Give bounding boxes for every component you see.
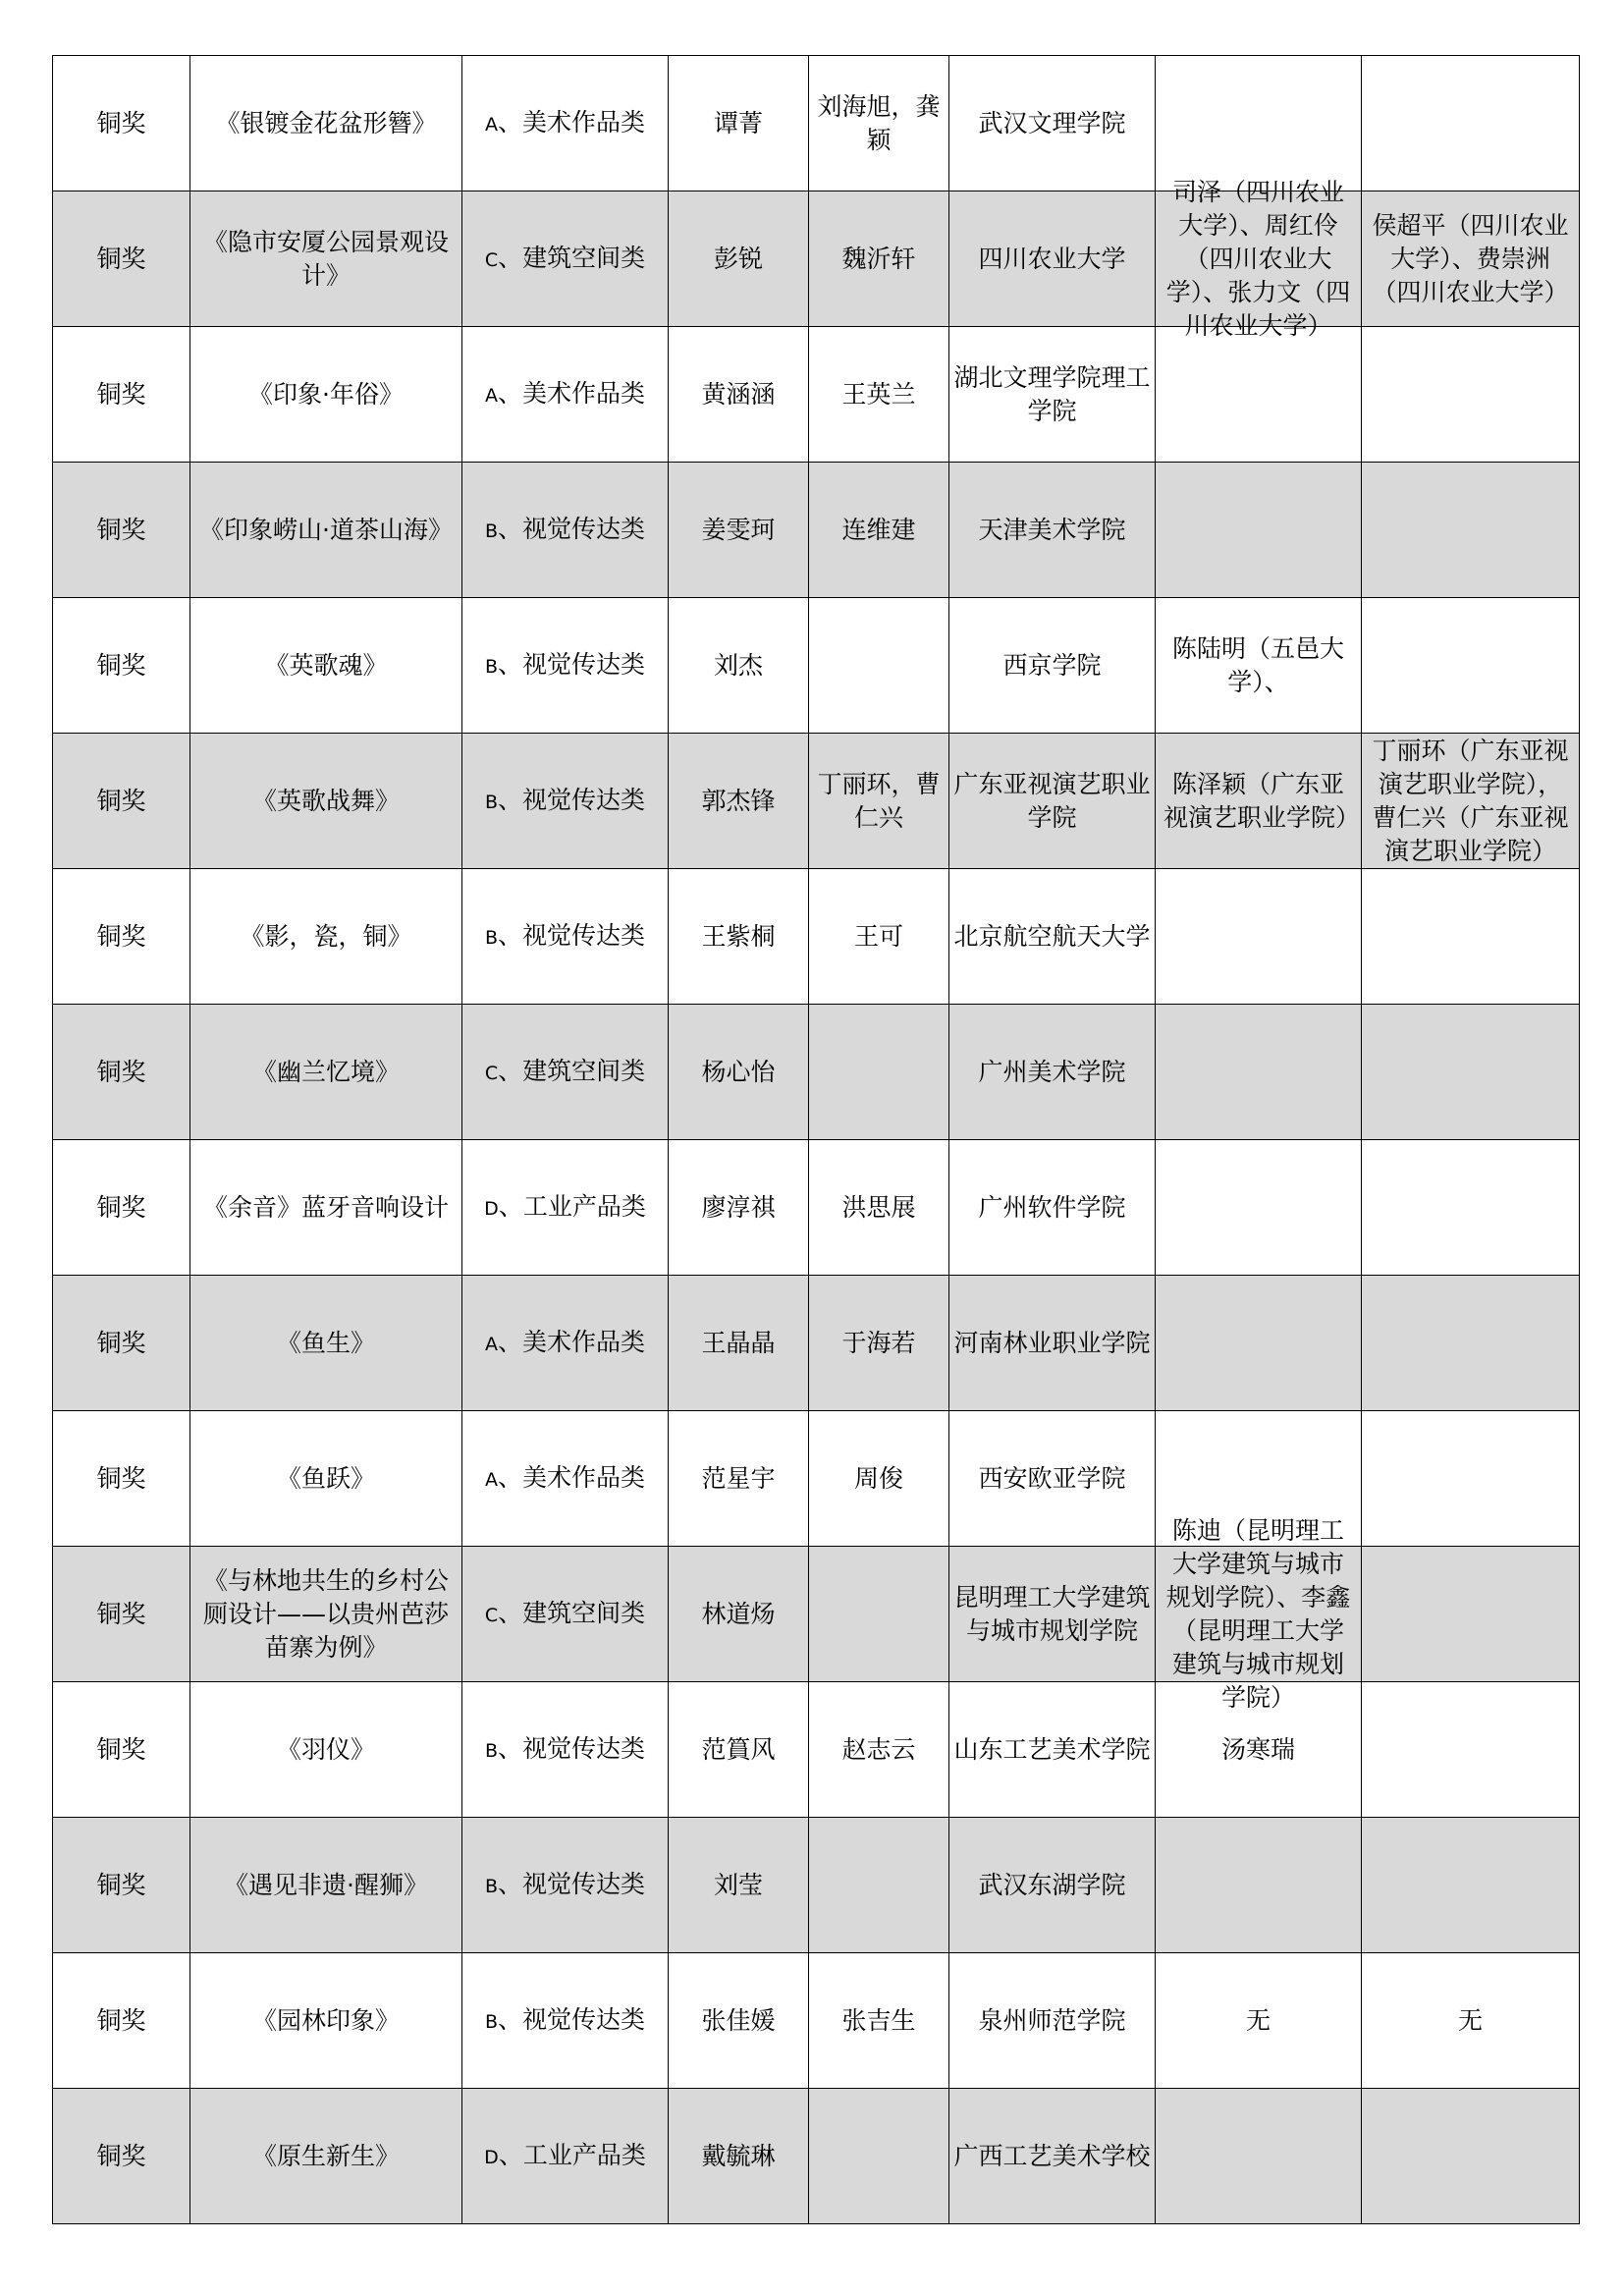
category-letter: D bbox=[484, 1197, 499, 1220]
category-name: 、视觉传达类 bbox=[498, 1869, 646, 1898]
author-cell: 王紫桐 bbox=[669, 869, 809, 1005]
award-cell: 铜奖 bbox=[53, 1140, 190, 1276]
author-cell: 刘莹 bbox=[669, 1818, 809, 1953]
award-cell: 铜奖 bbox=[53, 2089, 190, 2224]
advisor-cell bbox=[809, 2089, 949, 2224]
team-member-cell: 陈迪（昆明理工大学建筑与城市规划学院）、李鑫（昆明理工大学建筑与城市规划学院） bbox=[1156, 1547, 1362, 1682]
team-advisor-cell: 侯超平（四川农业大学）、费崇洲（四川农业大学） bbox=[1362, 191, 1580, 327]
author-cell: 戴毓琳 bbox=[669, 2089, 809, 2224]
category-cell bbox=[462, 598, 669, 734]
school-cell: 天津美术学院 bbox=[949, 463, 1156, 598]
table-row bbox=[53, 327, 1580, 463]
author-cell: 郭杰锋 bbox=[669, 734, 809, 869]
team-member-cell bbox=[1156, 1005, 1362, 1140]
team-member-cell bbox=[1156, 869, 1362, 1005]
team-member-cell bbox=[1156, 463, 1362, 598]
team-advisor-cell bbox=[1362, 1818, 1580, 1953]
advisor-cell: 刘海旭，龚颖 bbox=[809, 56, 949, 191]
author-cell: 范篔风 bbox=[669, 1682, 809, 1818]
school-cell: 河南林业职业学院 bbox=[949, 1276, 1156, 1411]
award-cell: 铜奖 bbox=[53, 191, 190, 327]
category-letter: A bbox=[484, 113, 498, 136]
team-member-cell: 汤寒瑞 bbox=[1156, 1682, 1362, 1818]
award-cell: 铜奖 bbox=[53, 1682, 190, 1818]
school-cell: 广西工艺美术学校 bbox=[949, 2089, 1156, 2224]
advisor-cell: 丁丽环，曹仁兴 bbox=[809, 734, 949, 869]
category-name: 、视觉传达类 bbox=[498, 2004, 646, 2034]
title-cell: 《印象·年俗》 bbox=[190, 327, 462, 463]
category-name: 、建筑空间类 bbox=[498, 1056, 646, 1085]
category-cell bbox=[462, 191, 669, 327]
table-row bbox=[53, 598, 1580, 734]
category-cell bbox=[462, 1005, 669, 1140]
author-cell: 黄涵涵 bbox=[669, 327, 809, 463]
category-cell bbox=[462, 2089, 669, 2224]
advisor-cell: 于海若 bbox=[809, 1276, 949, 1411]
advisor-cell: 连维建 bbox=[809, 463, 949, 598]
category-letter: C bbox=[484, 1062, 499, 1084]
award-cell: 铜奖 bbox=[53, 598, 190, 734]
team-member-cell: 陈陆明（五邑大学）、 bbox=[1156, 598, 1362, 734]
author-cell: 谭菁 bbox=[669, 56, 809, 191]
category-cell bbox=[462, 327, 669, 463]
advisor-cell: 赵志云 bbox=[809, 1682, 949, 1818]
category-letter: A bbox=[484, 384, 498, 407]
category-cell bbox=[462, 734, 669, 869]
team-advisor-cell bbox=[1362, 1411, 1580, 1547]
author-cell: 张佳媛 bbox=[669, 1953, 809, 2089]
author-cell: 林道炀 bbox=[669, 1547, 809, 1682]
team-advisor-cell bbox=[1362, 327, 1580, 463]
award-cell: 铜奖 bbox=[53, 1818, 190, 1953]
table-row bbox=[53, 1140, 1580, 1276]
title-cell: 《园林印象》 bbox=[190, 1953, 462, 2089]
title-cell: 《原生新生》 bbox=[190, 2089, 462, 2224]
author-cell: 杨心怡 bbox=[669, 1005, 809, 1140]
category-letter: D bbox=[484, 2146, 499, 2168]
title-cell: 《羽仪》 bbox=[190, 1682, 462, 1818]
category-letter: B bbox=[484, 926, 499, 949]
school-cell: 西京学院 bbox=[949, 598, 1156, 734]
advisor-cell: 张吉生 bbox=[809, 1953, 949, 2089]
team-advisor-cell bbox=[1362, 2089, 1580, 2224]
table-row bbox=[53, 1005, 1580, 1140]
team-member-cell bbox=[1156, 56, 1362, 191]
table-row bbox=[53, 1953, 1580, 2089]
team-advisor-cell: 丁丽环（广东亚视演艺职业学院），曹仁兴（广东亚视演艺职业学院） bbox=[1362, 734, 1580, 869]
school-cell: 昆明理工大学建筑与城市规划学院 bbox=[949, 1547, 1156, 1682]
category-name: 、视觉传达类 bbox=[498, 785, 646, 814]
team-member-cell: 司泽（四川农业大学）、周红伶（四川农业大学）、张力文（四川农业大学） bbox=[1156, 191, 1362, 327]
title-cell: 《印象崂山·道茶山海》 bbox=[190, 463, 462, 598]
category-name: 、美术作品类 bbox=[497, 107, 645, 137]
category-letter: B bbox=[484, 655, 499, 678]
school-cell: 山东工艺美术学院 bbox=[949, 1682, 1156, 1818]
advisor-cell: 魏沂轩 bbox=[809, 191, 949, 327]
category-letter: B bbox=[484, 791, 499, 813]
title-cell: 《隐市安厦公园景观设计》 bbox=[190, 191, 462, 327]
title-cell: 《英歌战舞》 bbox=[190, 734, 462, 869]
title-cell: 《银镀金花盆形簪》 bbox=[190, 56, 462, 191]
category-name: 、工业产品类 bbox=[498, 1191, 646, 1221]
table-row bbox=[53, 463, 1580, 598]
advisor-cell bbox=[809, 1818, 949, 1953]
category-letter: A bbox=[484, 1333, 498, 1355]
award-cell: 铜奖 bbox=[53, 1005, 190, 1140]
category-cell bbox=[462, 56, 669, 191]
category-cell bbox=[462, 1411, 669, 1547]
category-name: 、视觉传达类 bbox=[498, 920, 646, 950]
award-cell: 铜奖 bbox=[53, 1547, 190, 1682]
team-advisor-cell bbox=[1362, 463, 1580, 598]
school-cell: 湖北文理学院理工学院 bbox=[949, 327, 1156, 463]
team-advisor-cell bbox=[1362, 56, 1580, 191]
team-advisor-cell bbox=[1362, 1276, 1580, 1411]
school-cell: 广州美术学院 bbox=[949, 1005, 1156, 1140]
team-advisor-cell: 无 bbox=[1362, 1953, 1580, 2089]
team-member-cell bbox=[1156, 1818, 1362, 1953]
category-name: 、视觉传达类 bbox=[498, 514, 646, 543]
category-letter: B bbox=[484, 519, 499, 542]
team-member-cell bbox=[1156, 2089, 1362, 2224]
title-cell: 《幽兰忆境》 bbox=[190, 1005, 462, 1140]
title-cell: 《鱼跃》 bbox=[190, 1411, 462, 1547]
award-cell: 铜奖 bbox=[53, 1953, 190, 2089]
award-cell: 铜奖 bbox=[53, 1276, 190, 1411]
category-letter: B bbox=[484, 1739, 499, 1762]
author-cell: 廖淳祺 bbox=[669, 1140, 809, 1276]
author-cell: 彭锐 bbox=[669, 191, 809, 327]
table-row bbox=[53, 734, 1580, 869]
awards-table-body bbox=[53, 56, 1580, 2224]
category-letter: A bbox=[484, 1468, 498, 1491]
category-cell bbox=[462, 463, 669, 598]
team-advisor-cell bbox=[1362, 598, 1580, 734]
category-name: 、美术作品类 bbox=[497, 378, 645, 408]
category-name: 、美术作品类 bbox=[497, 1462, 645, 1492]
team-advisor-cell bbox=[1362, 1547, 1580, 1682]
advisor-cell bbox=[809, 598, 949, 734]
awards-table bbox=[52, 55, 1580, 2224]
category-name: 、工业产品类 bbox=[498, 2140, 646, 2169]
school-cell: 广州软件学院 bbox=[949, 1140, 1156, 1276]
advisor-cell: 周俊 bbox=[809, 1411, 949, 1547]
category-letter: B bbox=[484, 2010, 499, 2033]
category-cell bbox=[462, 1276, 669, 1411]
table-row bbox=[53, 2089, 1580, 2224]
school-cell: 北京航空航天大学 bbox=[949, 869, 1156, 1005]
school-cell: 四川农业大学 bbox=[949, 191, 1156, 327]
category-cell bbox=[462, 1818, 669, 1953]
team-member-cell bbox=[1156, 1140, 1362, 1276]
school-cell: 武汉东湖学院 bbox=[949, 1818, 1156, 1953]
award-cell: 铜奖 bbox=[53, 56, 190, 191]
category-letter: B bbox=[484, 1875, 499, 1897]
author-cell: 王晶晶 bbox=[669, 1276, 809, 1411]
category-cell bbox=[462, 1953, 669, 2089]
school-cell: 广东亚视演艺职业学院 bbox=[949, 734, 1156, 869]
advisor-cell bbox=[809, 1005, 949, 1140]
award-cell: 铜奖 bbox=[53, 327, 190, 463]
advisor-cell bbox=[809, 1547, 949, 1682]
table-row bbox=[53, 869, 1580, 1005]
category-name: 、视觉传达类 bbox=[498, 1733, 646, 1763]
advisor-cell: 王英兰 bbox=[809, 327, 949, 463]
table-row bbox=[53, 1547, 1580, 1682]
category-cell bbox=[462, 869, 669, 1005]
team-advisor-cell bbox=[1362, 869, 1580, 1005]
team-member-cell: 陈泽颖（广东亚视演艺职业学院） bbox=[1156, 734, 1362, 869]
category-name: 、视觉传达类 bbox=[498, 649, 646, 679]
author-cell: 范星宇 bbox=[669, 1411, 809, 1547]
award-cell: 铜奖 bbox=[53, 869, 190, 1005]
author-cell: 姜雯珂 bbox=[669, 463, 809, 598]
table-row bbox=[53, 1276, 1580, 1411]
category-name: 、建筑空间类 bbox=[498, 1598, 646, 1627]
table-row bbox=[53, 56, 1580, 191]
title-cell: 《英歌魂》 bbox=[190, 598, 462, 734]
category-letter: C bbox=[484, 248, 499, 271]
award-cell: 铜奖 bbox=[53, 734, 190, 869]
author-cell: 刘杰 bbox=[669, 598, 809, 734]
category-cell bbox=[462, 1140, 669, 1276]
team-member-cell bbox=[1156, 1276, 1362, 1411]
school-cell: 西安欧亚学院 bbox=[949, 1411, 1156, 1547]
table-row bbox=[53, 191, 1580, 327]
advisor-cell: 洪思展 bbox=[809, 1140, 949, 1276]
team-member-cell: 无 bbox=[1156, 1953, 1362, 2089]
title-cell: 《遇见非遗·醒狮》 bbox=[190, 1818, 462, 1953]
school-cell: 武汉文理学院 bbox=[949, 56, 1156, 191]
advisor-cell: 王可 bbox=[809, 869, 949, 1005]
award-cell: 铜奖 bbox=[53, 1411, 190, 1547]
team-advisor-cell bbox=[1362, 1682, 1580, 1818]
title-cell: 《与林地共生的乡村公厕设计——以贵州芭莎苗寨为例》 bbox=[190, 1547, 462, 1682]
category-name: 、建筑空间类 bbox=[498, 243, 646, 272]
category-letter: C bbox=[484, 1604, 499, 1626]
team-advisor-cell bbox=[1362, 1140, 1580, 1276]
team-member-cell bbox=[1156, 327, 1362, 463]
title-cell: 《影，瓷，铜》 bbox=[190, 869, 462, 1005]
category-cell bbox=[462, 1682, 669, 1818]
category-name: 、美术作品类 bbox=[497, 1327, 645, 1356]
title-cell: 《鱼生》 bbox=[190, 1276, 462, 1411]
category-cell bbox=[462, 1547, 669, 1682]
award-cell: 铜奖 bbox=[53, 463, 190, 598]
title-cell: 《余音》蓝牙音响设计 bbox=[190, 1140, 462, 1276]
table-row bbox=[53, 1818, 1580, 1953]
team-advisor-cell bbox=[1362, 1005, 1580, 1140]
school-cell: 泉州师范学院 bbox=[949, 1953, 1156, 2089]
